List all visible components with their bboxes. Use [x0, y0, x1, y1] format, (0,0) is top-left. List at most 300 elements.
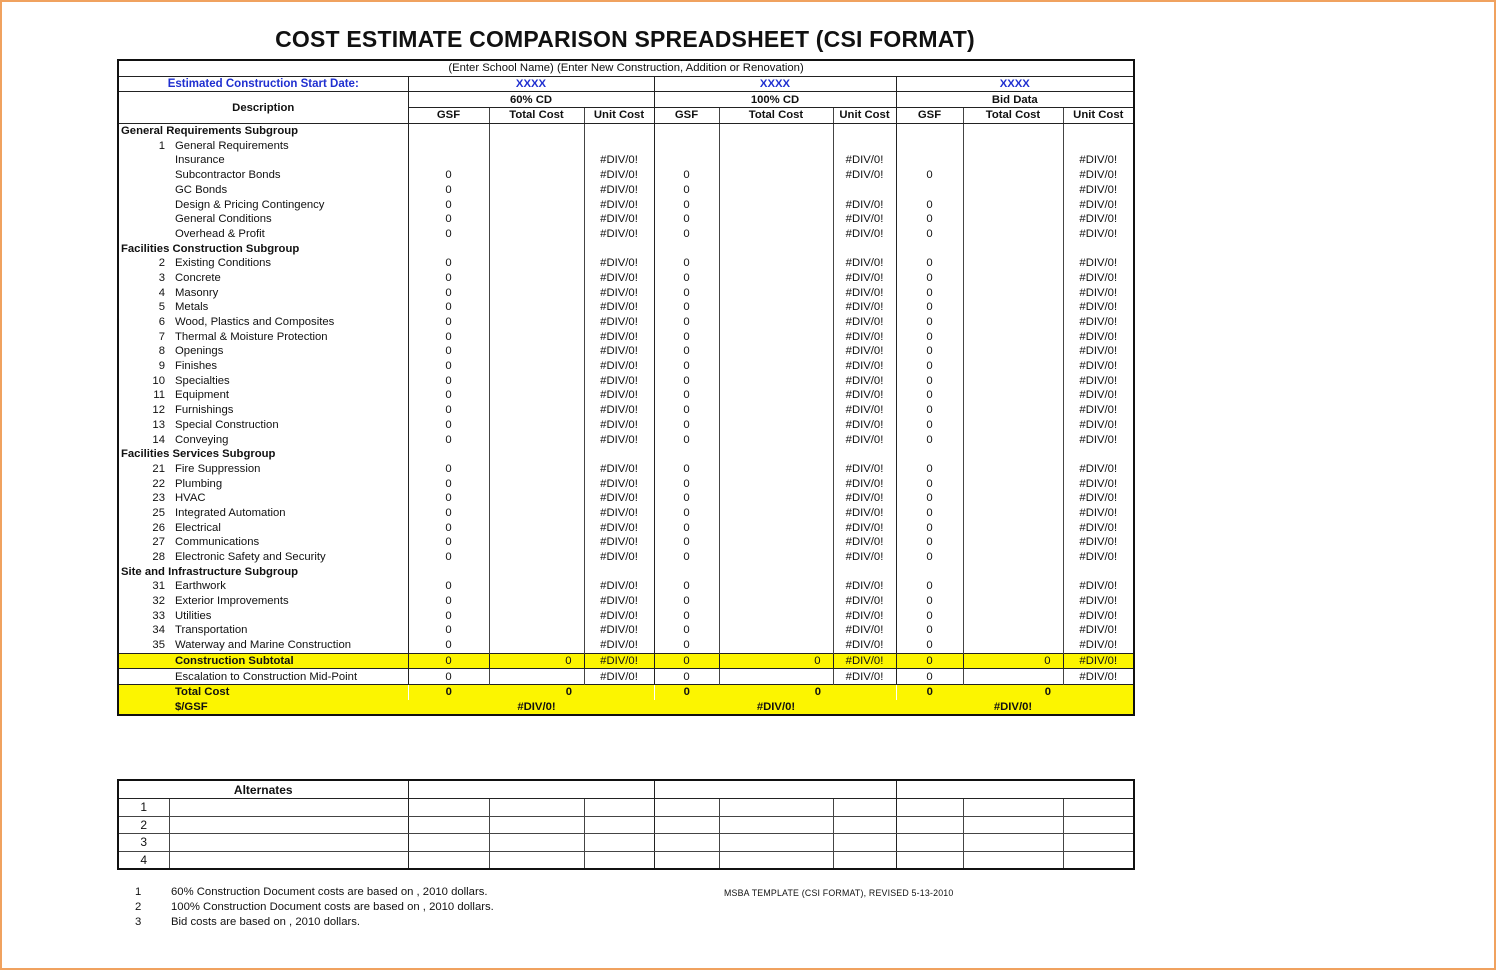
cell-gsf-100cd[interactable]: 0 — [654, 183, 719, 198]
cell-gsf-100cd[interactable]: 0 — [654, 476, 719, 491]
cell-unit-cost-100cd[interactable]: #DIV/0! — [833, 623, 896, 638]
cell-total-cost-bid[interactable] — [963, 168, 1063, 183]
alternate-cell[interactable] — [963, 816, 1063, 834]
cell-total-cost-bid[interactable] — [963, 535, 1063, 550]
cell-gsf-100cd[interactable]: 0 — [654, 579, 719, 594]
cell-unit-cost-60cd[interactable]: #DIV/0! — [584, 579, 654, 594]
cell-gsf-60cd[interactable]: 0 — [408, 491, 489, 506]
cell-gsf-60cd[interactable] — [408, 153, 489, 168]
cell-total-cost-60cd[interactable] — [489, 491, 584, 506]
alternate-cell[interactable] — [719, 799, 833, 817]
cell-unit-cost-100cd[interactable]: #DIV/0! — [833, 373, 896, 388]
cell-gsf-100cd[interactable]: 0 — [654, 197, 719, 212]
cell-unit-cost-60cd[interactable]: #DIV/0! — [584, 623, 654, 638]
alternate-cell[interactable] — [1063, 816, 1134, 834]
cell-gsf-bid[interactable]: 0 — [896, 212, 963, 227]
cell-total-cost-60cd[interactable] — [489, 520, 584, 535]
per-gsf-value-2[interactable]: #DIV/0! — [963, 700, 1063, 716]
cell-unit-cost-bid[interactable]: #DIV/0! — [1063, 300, 1134, 315]
cell-unit-cost-bid[interactable]: #DIV/0! — [1063, 315, 1134, 330]
cell-gsf-bid[interactable]: 0 — [896, 506, 963, 521]
escalation-gsf-bid[interactable]: 0 — [896, 669, 963, 685]
cell-total-cost-bid[interactable] — [963, 579, 1063, 594]
alternate-cell[interactable] — [654, 834, 719, 852]
cell-unit-cost-bid[interactable]: #DIV/0! — [1063, 623, 1134, 638]
total-gsf-2[interactable]: 0 — [896, 684, 963, 699]
cell-unit-cost-bid[interactable]: #DIV/0! — [1063, 418, 1134, 433]
cell-unit-cost-bid[interactable]: #DIV/0! — [1063, 373, 1134, 388]
cell-total-cost-60cd[interactable] — [489, 197, 584, 212]
cell-gsf-bid[interactable] — [896, 153, 963, 168]
cell-gsf-60cd[interactable]: 0 — [408, 315, 489, 330]
cell-total-cost-100cd[interactable] — [719, 432, 833, 447]
cell-total-cost-bid[interactable] — [963, 506, 1063, 521]
cell-gsf-60cd[interactable]: 0 — [408, 256, 489, 271]
cell-total-cost-100cd[interactable] — [719, 506, 833, 521]
cell-total-cost-bid[interactable] — [963, 212, 1063, 227]
cell-total-cost-bid[interactable] — [963, 359, 1063, 374]
cell-total-cost-bid[interactable] — [963, 520, 1063, 535]
cell-total-cost-bid[interactable] — [963, 608, 1063, 623]
escalation-gsf-100cd[interactable]: 0 — [654, 669, 719, 685]
cell-total-cost-60cd[interactable] — [489, 388, 584, 403]
subtotal-unit-cost-100cd[interactable]: #DIV/0! — [833, 653, 896, 669]
cell-unit-cost-60cd[interactable]: #DIV/0! — [584, 638, 654, 653]
alternate-cell[interactable] — [719, 851, 833, 869]
subtotal-unit-cost-bid[interactable]: #DIV/0! — [1063, 653, 1134, 669]
cell-gsf-bid[interactable]: 0 — [896, 256, 963, 271]
cell-total-cost-60cd[interactable] — [489, 623, 584, 638]
cell-total-cost-bid[interactable] — [963, 491, 1063, 506]
cell-total-cost-bid[interactable] — [963, 271, 1063, 286]
cell-total-cost-bid[interactable] — [963, 227, 1063, 242]
escalation-total-cost-100cd[interactable] — [719, 669, 833, 685]
cell-total-cost-60cd[interactable] — [489, 285, 584, 300]
cell-unit-cost-bid[interactable]: #DIV/0! — [1063, 285, 1134, 300]
cell-unit-cost-100cd[interactable]: #DIV/0! — [833, 520, 896, 535]
cell-gsf-60cd[interactable]: 0 — [408, 227, 489, 242]
cell-gsf-60cd[interactable]: 0 — [408, 197, 489, 212]
cell-unit-cost-100cd[interactable]: #DIV/0! — [833, 256, 896, 271]
alternate-cell[interactable] — [833, 799, 896, 817]
cell-unit-cost-100cd[interactable]: #DIV/0! — [833, 212, 896, 227]
cell-gsf-100cd[interactable]: 0 — [654, 520, 719, 535]
cell-unit-cost-100cd[interactable]: #DIV/0! — [833, 432, 896, 447]
cell-total-cost-100cd[interactable] — [719, 594, 833, 609]
cell-gsf-60cd[interactable]: 0 — [408, 579, 489, 594]
cell-gsf-60cd[interactable]: 0 — [408, 462, 489, 477]
cell-gsf-bid[interactable]: 0 — [896, 271, 963, 286]
alternate-cell[interactable] — [1063, 799, 1134, 817]
cell-unit-cost-bid[interactable]: #DIV/0! — [1063, 550, 1134, 565]
cell-total-cost-60cd[interactable] — [489, 168, 584, 183]
cell-total-cost-bid[interactable] — [963, 138, 1063, 153]
cell-gsf-60cd[interactable]: 0 — [408, 373, 489, 388]
cell-gsf-bid[interactable]: 0 — [896, 462, 963, 477]
alternate-cell[interactable] — [169, 816, 408, 834]
cell-total-cost-60cd[interactable] — [489, 300, 584, 315]
total-cost-value-0[interactable]: 0 — [489, 684, 584, 699]
cell-total-cost-60cd[interactable] — [489, 638, 584, 653]
cell-gsf-bid[interactable]: 0 — [896, 608, 963, 623]
cell-total-cost-60cd[interactable] — [489, 373, 584, 388]
subtotal-total-cost-60cd[interactable]: 0 — [489, 653, 584, 669]
cell-total-cost-100cd[interactable] — [719, 359, 833, 374]
cell-unit-cost-60cd[interactable]: #DIV/0! — [584, 594, 654, 609]
cell-total-cost-60cd[interactable] — [489, 344, 584, 359]
cell-unit-cost-60cd[interactable]: #DIV/0! — [584, 520, 654, 535]
cell-gsf-100cd[interactable]: 0 — [654, 300, 719, 315]
cell-total-cost-bid[interactable] — [963, 197, 1063, 212]
cell-total-cost-bid[interactable] — [963, 373, 1063, 388]
cell-gsf-60cd[interactable]: 0 — [408, 329, 489, 344]
cell-gsf-60cd[interactable]: 0 — [408, 271, 489, 286]
cell-total-cost-60cd[interactable] — [489, 506, 584, 521]
cell-unit-cost-60cd[interactable]: #DIV/0! — [584, 344, 654, 359]
cell-gsf-100cd[interactable]: 0 — [654, 462, 719, 477]
cell-gsf-60cd[interactable]: 0 — [408, 623, 489, 638]
cell-total-cost-100cd[interactable] — [719, 535, 833, 550]
cell-total-cost-bid[interactable] — [963, 388, 1063, 403]
cell-total-cost-bid[interactable] — [963, 344, 1063, 359]
cell-gsf-100cd[interactable]: 0 — [654, 212, 719, 227]
cell-gsf-60cd[interactable]: 0 — [408, 476, 489, 491]
cell-unit-cost-bid[interactable]: #DIV/0! — [1063, 256, 1134, 271]
cell-unit-cost-100cd[interactable]: #DIV/0! — [833, 344, 896, 359]
cell-gsf-100cd[interactable]: 0 — [654, 550, 719, 565]
alternate-cell[interactable] — [489, 799, 584, 817]
alternate-cell[interactable] — [963, 851, 1063, 869]
cell-total-cost-bid[interactable] — [963, 285, 1063, 300]
cell-gsf-100cd[interactable]: 0 — [654, 344, 719, 359]
escalation-unit-cost-100cd[interactable]: #DIV/0! — [833, 669, 896, 685]
cell-gsf-bid[interactable]: 0 — [896, 418, 963, 433]
alternate-cell[interactable] — [654, 799, 719, 817]
cell-gsf-60cd[interactable]: 0 — [408, 608, 489, 623]
cell-gsf-bid[interactable]: 0 — [896, 300, 963, 315]
cell-unit-cost-60cd[interactable]: #DIV/0! — [584, 535, 654, 550]
cell-unit-cost-bid[interactable]: #DIV/0! — [1063, 329, 1134, 344]
cell-total-cost-bid[interactable] — [963, 476, 1063, 491]
cell-gsf-100cd[interactable]: 0 — [654, 329, 719, 344]
cell-unit-cost-100cd[interactable]: #DIV/0! — [833, 359, 896, 374]
cell-unit-cost-bid[interactable]: #DIV/0! — [1063, 535, 1134, 550]
cell-gsf-60cd[interactable]: 0 — [408, 432, 489, 447]
cell-gsf-bid[interactable]: 0 — [896, 315, 963, 330]
cell-unit-cost-bid[interactable]: #DIV/0! — [1063, 344, 1134, 359]
cell-total-cost-100cd[interactable] — [719, 227, 833, 242]
total-cost-value-1[interactable]: 0 — [719, 684, 833, 699]
cell-gsf-60cd[interactable]: 0 — [408, 418, 489, 433]
cell-gsf-60cd[interactable]: 0 — [408, 359, 489, 374]
escalation-gsf-60cd[interactable]: 0 — [408, 669, 489, 685]
cell-gsf-60cd[interactable]: 0 — [408, 550, 489, 565]
cell-unit-cost-bid[interactable]: #DIV/0! — [1063, 608, 1134, 623]
cell-gsf-60cd[interactable]: 0 — [408, 212, 489, 227]
cell-unit-cost-100cd[interactable]: #DIV/0! — [833, 329, 896, 344]
cell-total-cost-60cd[interactable] — [489, 418, 584, 433]
cell-unit-cost-bid[interactable]: #DIV/0! — [1063, 183, 1134, 198]
cell-gsf-100cd[interactable]: 0 — [654, 535, 719, 550]
cell-total-cost-100cd[interactable] — [719, 462, 833, 477]
cell-gsf-bid[interactable]: 0 — [896, 373, 963, 388]
cell-gsf-100cd[interactable]: 0 — [654, 256, 719, 271]
cell-gsf-60cd[interactable]: 0 — [408, 638, 489, 653]
cell-total-cost-bid[interactable] — [963, 418, 1063, 433]
cell-total-cost-100cd[interactable] — [719, 579, 833, 594]
alternate-cell[interactable] — [896, 799, 963, 817]
cell-unit-cost-100cd[interactable]: #DIV/0! — [833, 462, 896, 477]
cell-gsf-bid[interactable]: 0 — [896, 168, 963, 183]
total-cost-value-2[interactable]: 0 — [963, 684, 1063, 699]
cell-total-cost-bid[interactable] — [963, 623, 1063, 638]
cell-unit-cost-60cd[interactable]: #DIV/0! — [584, 168, 654, 183]
cell-unit-cost-60cd[interactable]: #DIV/0! — [584, 256, 654, 271]
cell-total-cost-bid[interactable] — [963, 315, 1063, 330]
cell-unit-cost-100cd[interactable]: #DIV/0! — [833, 476, 896, 491]
alternate-cell[interactable] — [408, 834, 489, 852]
cell-unit-cost-100cd[interactable]: #DIV/0! — [833, 271, 896, 286]
cell-total-cost-60cd[interactable] — [489, 462, 584, 477]
cell-unit-cost-100cd[interactable]: #DIV/0! — [833, 153, 896, 168]
alternate-cell[interactable] — [833, 834, 896, 852]
cell-unit-cost-60cd[interactable]: #DIV/0! — [584, 608, 654, 623]
cell-total-cost-60cd[interactable] — [489, 594, 584, 609]
cell-gsf-bid[interactable]: 0 — [896, 520, 963, 535]
alternate-cell[interactable] — [1063, 851, 1134, 869]
cell-unit-cost-bid[interactable]: #DIV/0! — [1063, 476, 1134, 491]
alternate-cell[interactable] — [408, 799, 489, 817]
cell-gsf-100cd[interactable]: 0 — [654, 608, 719, 623]
cell-gsf-bid[interactable]: 0 — [896, 638, 963, 653]
escalation-total-cost-60cd[interactable] — [489, 669, 584, 685]
cell-unit-cost-100cd[interactable]: #DIV/0! — [833, 638, 896, 653]
cell-unit-cost-bid[interactable]: #DIV/0! — [1063, 462, 1134, 477]
cell-unit-cost-bid[interactable]: #DIV/0! — [1063, 520, 1134, 535]
cell-gsf-60cd[interactable]: 0 — [408, 520, 489, 535]
cell-total-cost-bid[interactable] — [963, 462, 1063, 477]
cell-unit-cost-60cd[interactable]: #DIV/0! — [584, 403, 654, 418]
cell-total-cost-60cd[interactable] — [489, 579, 584, 594]
cell-gsf-100cd[interactable] — [654, 138, 719, 153]
alternate-cell[interactable] — [584, 834, 654, 852]
cell-gsf-bid[interactable]: 0 — [896, 535, 963, 550]
cell-gsf-100cd[interactable]: 0 — [654, 403, 719, 418]
cell-gsf-60cd[interactable]: 0 — [408, 388, 489, 403]
cell-total-cost-100cd[interactable] — [719, 212, 833, 227]
cell-unit-cost-100cd[interactable]: #DIV/0! — [833, 608, 896, 623]
cell-total-cost-100cd[interactable] — [719, 256, 833, 271]
escalation-unit-cost-60cd[interactable]: #DIV/0! — [584, 669, 654, 685]
cell-gsf-60cd[interactable]: 0 — [408, 344, 489, 359]
cell-gsf-bid[interactable]: 0 — [896, 388, 963, 403]
cell-unit-cost-60cd[interactable]: #DIV/0! — [584, 476, 654, 491]
cell-total-cost-100cd[interactable] — [719, 638, 833, 653]
cell-gsf-bid[interactable]: 0 — [896, 476, 963, 491]
cell-gsf-60cd[interactable] — [408, 138, 489, 153]
cell-total-cost-bid[interactable] — [963, 638, 1063, 653]
cell-gsf-100cd[interactable]: 0 — [654, 373, 719, 388]
cell-total-cost-60cd[interactable] — [489, 550, 584, 565]
cell-total-cost-100cd[interactable] — [719, 300, 833, 315]
cell-gsf-100cd[interactable]: 0 — [654, 506, 719, 521]
cell-unit-cost-bid[interactable]: #DIV/0! — [1063, 227, 1134, 242]
cell-unit-cost-60cd[interactable]: #DIV/0! — [584, 491, 654, 506]
cell-total-cost-60cd[interactable] — [489, 535, 584, 550]
cell-gsf-bid[interactable]: 0 — [896, 329, 963, 344]
cell-unit-cost-60cd[interactable]: #DIV/0! — [584, 462, 654, 477]
cell-gsf-60cd[interactable]: 0 — [408, 285, 489, 300]
alternate-cell[interactable] — [489, 834, 584, 852]
cell-unit-cost-100cd[interactable]: #DIV/0! — [833, 315, 896, 330]
cell-unit-cost-100cd[interactable]: #DIV/0! — [833, 285, 896, 300]
cell-gsf-bid[interactable]: 0 — [896, 491, 963, 506]
cell-gsf-100cd[interactable]: 0 — [654, 227, 719, 242]
cell-unit-cost-bid[interactable] — [1063, 138, 1134, 153]
cell-gsf-bid[interactable] — [896, 183, 963, 198]
alternate-cell[interactable] — [719, 834, 833, 852]
cell-unit-cost-100cd[interactable]: #DIV/0! — [833, 535, 896, 550]
cell-total-cost-bid[interactable] — [963, 594, 1063, 609]
cell-unit-cost-bid[interactable]: #DIV/0! — [1063, 153, 1134, 168]
alternate-cell[interactable] — [169, 799, 408, 817]
cell-total-cost-bid[interactable] — [963, 550, 1063, 565]
alternate-cell[interactable] — [896, 834, 963, 852]
cell-unit-cost-60cd[interactable]: #DIV/0! — [584, 300, 654, 315]
cell-gsf-bid[interactable]: 0 — [896, 197, 963, 212]
cell-unit-cost-bid[interactable]: #DIV/0! — [1063, 388, 1134, 403]
cell-gsf-100cd[interactable]: 0 — [654, 594, 719, 609]
alternate-cell[interactable] — [408, 851, 489, 869]
cell-gsf-bid[interactable]: 0 — [896, 285, 963, 300]
cell-unit-cost-100cd[interactable]: #DIV/0! — [833, 491, 896, 506]
cell-total-cost-60cd[interactable] — [489, 359, 584, 374]
cell-unit-cost-100cd[interactable]: #DIV/0! — [833, 388, 896, 403]
cell-gsf-bid[interactable]: 0 — [896, 344, 963, 359]
cell-unit-cost-bid[interactable]: #DIV/0! — [1063, 638, 1134, 653]
start-date-100cd[interactable]: XXXX — [654, 76, 896, 92]
alternate-cell[interactable] — [584, 851, 654, 869]
cell-total-cost-60cd[interactable] — [489, 476, 584, 491]
cell-unit-cost-bid[interactable]: #DIV/0! — [1063, 579, 1134, 594]
cell-gsf-100cd[interactable]: 0 — [654, 418, 719, 433]
cell-total-cost-100cd[interactable] — [719, 197, 833, 212]
alternate-cell[interactable] — [169, 851, 408, 869]
alternate-cell[interactable] — [654, 851, 719, 869]
cell-total-cost-100cd[interactable] — [719, 285, 833, 300]
cell-total-cost-60cd[interactable] — [489, 212, 584, 227]
alternate-cell[interactable] — [489, 816, 584, 834]
cell-unit-cost-100cd[interactable]: #DIV/0! — [833, 506, 896, 521]
cell-total-cost-100cd[interactable] — [719, 153, 833, 168]
cell-unit-cost-bid[interactable]: #DIV/0! — [1063, 594, 1134, 609]
cell-unit-cost-60cd[interactable]: #DIV/0! — [584, 153, 654, 168]
cell-total-cost-60cd[interactable] — [489, 256, 584, 271]
cell-unit-cost-60cd[interactable]: #DIV/0! — [584, 197, 654, 212]
cell-unit-cost-60cd[interactable]: #DIV/0! — [584, 183, 654, 198]
cell-total-cost-100cd[interactable] — [719, 329, 833, 344]
cell-unit-cost-60cd[interactable]: #DIV/0! — [584, 315, 654, 330]
alternate-cell[interactable] — [833, 816, 896, 834]
cell-total-cost-100cd[interactable] — [719, 623, 833, 638]
cell-gsf-bid[interactable]: 0 — [896, 550, 963, 565]
cell-gsf-bid[interactable]: 0 — [896, 594, 963, 609]
cell-total-cost-100cd[interactable] — [719, 608, 833, 623]
cell-total-cost-bid[interactable] — [963, 153, 1063, 168]
cell-total-cost-60cd[interactable] — [489, 183, 584, 198]
cell-total-cost-100cd[interactable] — [719, 168, 833, 183]
cell-unit-cost-60cd[interactable]: #DIV/0! — [584, 373, 654, 388]
alternate-cell[interactable] — [719, 816, 833, 834]
cell-total-cost-bid[interactable] — [963, 256, 1063, 271]
cell-gsf-bid[interactable]: 0 — [896, 403, 963, 418]
alternate-cell[interactable] — [584, 799, 654, 817]
cell-unit-cost-100cd[interactable]: #DIV/0! — [833, 418, 896, 433]
cell-total-cost-bid[interactable] — [963, 300, 1063, 315]
cell-unit-cost-100cd[interactable]: #DIV/0! — [833, 594, 896, 609]
cell-unit-cost-60cd[interactable]: #DIV/0! — [584, 550, 654, 565]
cell-gsf-60cd[interactable]: 0 — [408, 183, 489, 198]
cell-total-cost-60cd[interactable] — [489, 432, 584, 447]
cell-unit-cost-100cd[interactable]: #DIV/0! — [833, 550, 896, 565]
cell-total-cost-bid[interactable] — [963, 432, 1063, 447]
cell-total-cost-60cd[interactable] — [489, 315, 584, 330]
cell-total-cost-100cd[interactable] — [719, 271, 833, 286]
cell-unit-cost-bid[interactable]: #DIV/0! — [1063, 403, 1134, 418]
cell-total-cost-100cd[interactable] — [719, 418, 833, 433]
cell-total-cost-100cd[interactable] — [719, 315, 833, 330]
cell-total-cost-bid[interactable] — [963, 403, 1063, 418]
cell-gsf-100cd[interactable]: 0 — [654, 388, 719, 403]
cell-gsf-100cd[interactable]: 0 — [654, 623, 719, 638]
alternate-cell[interactable] — [963, 834, 1063, 852]
cell-unit-cost-60cd[interactable]: #DIV/0! — [584, 359, 654, 374]
cell-unit-cost-60cd[interactable]: #DIV/0! — [584, 432, 654, 447]
cell-unit-cost-60cd[interactable] — [584, 138, 654, 153]
cell-unit-cost-100cd[interactable]: #DIV/0! — [833, 579, 896, 594]
cell-unit-cost-bid[interactable]: #DIV/0! — [1063, 271, 1134, 286]
cell-total-cost-60cd[interactable] — [489, 403, 584, 418]
cell-gsf-100cd[interactable]: 0 — [654, 271, 719, 286]
cell-unit-cost-100cd[interactable]: #DIV/0! — [833, 168, 896, 183]
cell-gsf-bid[interactable]: 0 — [896, 432, 963, 447]
cell-total-cost-100cd[interactable] — [719, 138, 833, 153]
cell-total-cost-bid[interactable] — [963, 183, 1063, 198]
cell-unit-cost-bid[interactable]: #DIV/0! — [1063, 491, 1134, 506]
cell-gsf-60cd[interactable]: 0 — [408, 594, 489, 609]
cell-unit-cost-60cd[interactable]: #DIV/0! — [584, 418, 654, 433]
cell-total-cost-60cd[interactable] — [489, 227, 584, 242]
cell-gsf-100cd[interactable]: 0 — [654, 491, 719, 506]
total-gsf-0[interactable]: 0 — [408, 684, 489, 699]
subtotal-gsf-60cd[interactable]: 0 — [408, 653, 489, 669]
cell-unit-cost-60cd[interactable]: #DIV/0! — [584, 271, 654, 286]
cell-gsf-100cd[interactable]: 0 — [654, 638, 719, 653]
cell-gsf-bid[interactable]: 0 — [896, 579, 963, 594]
alternate-cell[interactable] — [584, 816, 654, 834]
cell-unit-cost-100cd[interactable]: #DIV/0! — [833, 300, 896, 315]
cell-total-cost-100cd[interactable] — [719, 183, 833, 198]
cell-unit-cost-60cd[interactable]: #DIV/0! — [584, 506, 654, 521]
cell-unit-cost-bid[interactable]: #DIV/0! — [1063, 506, 1134, 521]
cell-unit-cost-60cd[interactable]: #DIV/0! — [584, 329, 654, 344]
cell-total-cost-100cd[interactable] — [719, 550, 833, 565]
cell-unit-cost-60cd[interactable]: #DIV/0! — [584, 212, 654, 227]
subtotal-total-cost-bid[interactable]: 0 — [963, 653, 1063, 669]
cell-total-cost-100cd[interactable] — [719, 520, 833, 535]
cell-gsf-bid[interactable]: 0 — [896, 623, 963, 638]
escalation-unit-cost-bid[interactable]: #DIV/0! — [1063, 669, 1134, 685]
